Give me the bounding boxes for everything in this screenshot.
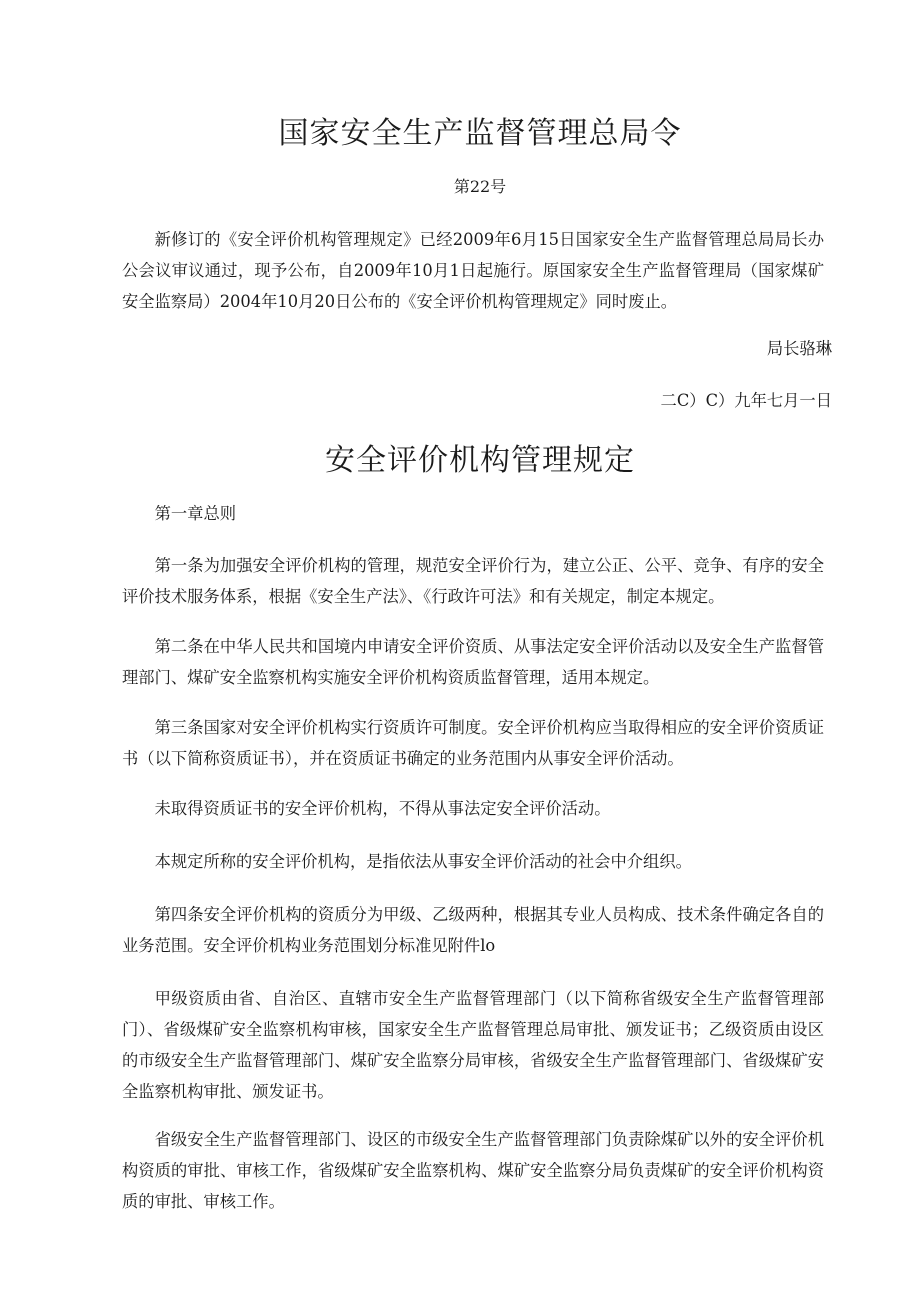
regulation-title: 安全评价机构管理规定: [325, 443, 635, 478]
order-number: 第22号: [453, 177, 507, 196]
article-1-paragraph: 第一条为加强安全评价机构的管理，规范安全评价行为，建立公正、公平、竞争、有序的安全评价技术服务体系，根据《安全生产法》、《行政许可法》和有关规定，制定本规定。: [122, 556, 824, 606]
grade-a-paragraph: 甲级资质由省、自治区、直辖市安全生产监督管理部门（以下简称省级安全生产监督管理部门）、省级煤矿安全监察机构审核，国家安全生产监督管理总局审批、颁发证书；乙级资质由设区的市级安全生产监督管理部门、煤矿安全监察分局审核，省级安全生产监督管理部门、省级煤矿安全监察机构审批、颁发证书。: [122, 989, 824, 1101]
definition-paragraph: 本规定所称的安全评价机构，是指依法从事安全评价活动的社会中介组织。: [154, 852, 692, 871]
signature: 局长骆琳: [766, 339, 832, 358]
issue-date: 二C）C）九年七月一日: [660, 391, 832, 410]
article-3-clause-paragraph: 未取得资质证书的安全评价机构，不得从事法定安全评价活动。: [154, 799, 611, 818]
article-3-paragraph: 第三条国家对安全评价机构实行资质许可制度。安全评价机构应当取得相应的安全评价资质证书（以下简称资质证书），并在资质证书确定的业务范围内从事安全评价活动。: [122, 718, 824, 768]
order-title: 国家安全生产监督管理总局令: [278, 116, 682, 151]
chapter-heading: 第一章总则: [154, 504, 237, 523]
article-2-paragraph: 第二条在中华人民共和国境内申请安全评价资质、从事法定安全评价活动以及安全生产监督管理部门、煤矿安全监察机构实施安全评价机构资质监督管理，适用本规定。: [122, 637, 824, 687]
article-4-paragraph: 第四条安全评价机构的资质分为甲级、乙级两种，根据其专业人员构成、技术条件确定各自的业务范围。安全评价机构业务范围划分标准见附件lo: [122, 905, 824, 955]
jurisdiction-paragraph: 省级安全生产监督管理部门、设区的市级安全生产监督管理部门负责除煤矿以外的安全评价机构资质的审批、审核工作，省级煤矿安全监察机构、煤矿安全监察分局负责煤矿的安全评价机构资质的审批、审核工作。: [122, 1130, 824, 1211]
preamble-paragraph: 新修订的《安全评价机构管理规定》已经2009年6月15日国家安全生产监督管理总局局长办公会议审议通过，现予公布，自2009年10月1日起施行。原国家安全生产监督管理局（国家煤矿安全监察局）2004年10月20日公布的《安全评价机构管理规定》同时废止。: [122, 230, 824, 311]
